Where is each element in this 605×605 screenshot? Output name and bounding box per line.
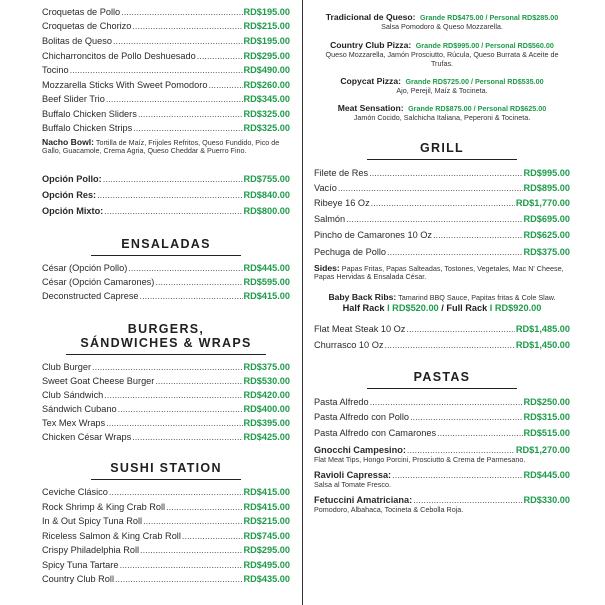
ribs-rack-prices: Half Rack I RD$520.00 / Full Rack I RD$920.00 [342,303,542,313]
section-heading-ensaladas: ENSALADAS [42,237,290,256]
section-heading-burgers-line2: SÁNDWICHES & WRAPS [42,336,290,355]
menu-item: Ravioli Capressa: ..... RD$445.00 [314,469,570,481]
menu-item: Club Burger ..... RD$375.00 [42,361,290,373]
menu-item: Pasta Alfredo con Camarones ..... RD$515.00 [314,427,570,439]
menu-item: Chicken César Wraps ..... RD$425.00 [42,431,290,443]
pizza-item: Tradicional de Queso: Grande RD$475.00 / Personal RD$285.00 Salsa Pomodoro & Queso Mozzarella. [325,12,559,31]
menu-item: Sweet Goat Cheese Burger ..... RD$530.00 [42,375,290,387]
section-heading-burgers: BURGERS, [127,322,205,336]
menu-item: Spicy Tuna Tartare ..... RD$495.00 [42,559,290,571]
menu-item: Pechuga de Pollo ..... RD$375.00 [314,246,570,258]
left-column [42,0,290,605]
menu-item: Mozzarella Sticks With Sweet Pomodoro ..... RD$260.00 [42,79,290,91]
item-description: Flat Meat Tips, Hongo Porcini, Prosciutto & Crema de Parmesano. [314,455,526,464]
menu-item: Club Sándwich ..... RD$420.00 [42,389,290,401]
sides-title: Sides: [314,263,340,273]
item-description: Pomodoro, Albahaca, Tocineta & Cebolla Roja. [314,505,464,514]
column-divider [302,0,303,605]
right-column [314,0,570,605]
item-description: Salsa al Tomate Fresco. [314,480,391,489]
menu-item: Opción Pollo: ..... RD$755.00 [42,173,290,185]
menu-item: Gnocchi Campesino: ..... RD$1,270.00 [314,444,570,456]
menu-item: Ribeye 16 Oz ..... RD$1,770.00 [314,197,570,209]
menu-item: Pincho de Camarones 10 Oz ..... RD$625.00 [314,229,570,241]
menu-item: Flat Meat Steak 10 Oz ..... RD$1,485.00 [314,323,570,335]
menu-item: Pasta Alfredo ..... RD$250.00 [314,396,570,408]
menu-item: In & Out Spicy Tuna Roll ..... RD$215.00 [42,515,290,527]
menu-item: Ceviche Clásico ..... RD$415.00 [42,486,290,498]
pizza-item: Copycat Pizza: Grande RD$725.00 / Personal RD$535.00 Ajo, Perejil, Maíz & Tocineta. [340,76,544,95]
menu-item: Vacío ..... RD$895.00 [314,182,570,194]
menu-item: Tocino ..... RD$490.00 [42,64,290,76]
menu-item: Churrasco 10 Oz ..... RD$1,450.00 [314,339,570,351]
pizza-item: Meat Sensation: Grande RD$875.00 / Personal RD$625.00 Jamón Cocido, Salchicha Italiana, Peperoni & Tocineta. [337,103,547,122]
menu-item: Riceless Salmon & King Crab Roll ..... RD$745.00 [42,530,290,542]
menu-item: Buffalo Chicken Sliders ..... RD$325.00 [42,108,290,120]
section-heading-sushi: SUSHI STATION [42,461,290,480]
menu-item: Opción Mixto: ..... RD$800.00 [42,205,290,217]
menu-item: Rock Shrimp & King Crab Roll ..... RD$415.00 [42,501,290,513]
menu-item: Buffalo Chicken Strips ..... RD$325.00 [42,122,290,134]
ribs-description: Baby Back Ribs: Tamarind BBQ Sauce, Papitas fritas & Cole Slaw. [328,292,556,302]
nacho-bowl-description: Nacho Bowl: Tortilla de Maíz, Frijoles Refritos, Queso Fundido, Pico de Gallo, Guacamole, Crema Agria, Queso Cheddar & Puerro Fino. [42,137,280,156]
menu-item: Salmón ..... RD$695.00 [314,213,570,225]
menu-item: Chicharroncitos de Pollo Deshuesado ..... RD$295.00 [42,50,290,62]
section-heading-grill: GRILL [314,141,570,160]
menu-item: Filete de Res ..... RD$995.00 [314,167,570,179]
section-heading-pastas: PASTAS [314,370,570,389]
menu-item: Country Club Roll ..... RD$435.00 [42,573,290,585]
menu-item: Deconstructed Caprese ..... RD$415.00 [42,290,290,302]
menu-item: César (Opción Camarones) ..... RD$595.00 [42,276,290,288]
menu-item: Crispy Philadelphia Roll ..... RD$295.00 [42,544,290,556]
menu-item: Croquetas de Pollo ..... RD$195.00 [42,6,290,18]
menu-item: César (Opción Pollo) ..... RD$445.00 [42,262,290,274]
menu-item: Tex Mex Wraps ..... RD$395.00 [42,417,290,429]
ribs-title: Baby Back Ribs: [328,292,397,302]
menu-item: Opción Res: ..... RD$840.00 [42,189,290,201]
menu-item: Beef Slider Trio ..... RD$345.00 [42,93,290,105]
sides-description: Sides: Papas Fritas, Papas Salteadas, Tostones, Vegetales, Mac N' Cheese, Papas Hervidas & Ensalada César. [314,263,564,282]
menu-item: Bolitas de Queso ..... RD$195.00 [42,35,290,47]
menu-item: Croquetas de Chorizo ..... RD$215.00 [42,20,290,32]
nacho-bowl-title: Nacho Bowl: [42,137,95,147]
menu-item: Fetuccini Amatriciana: ..... RD$330.00 [314,494,570,506]
menu-item: Sándwich Cubano ..... RD$400.00 [42,403,290,415]
pizza-item: Country Club Pizza: Grande RD$995.00 / Personal RD$560.00 Queso Mozzarella, Jamón Prosciutto, Rúcula, Queso Burrata & Aceite de Trufas. [325,40,559,68]
menu-item: Pasta Alfredo con Pollo ..... RD$315.00 [314,411,570,423]
